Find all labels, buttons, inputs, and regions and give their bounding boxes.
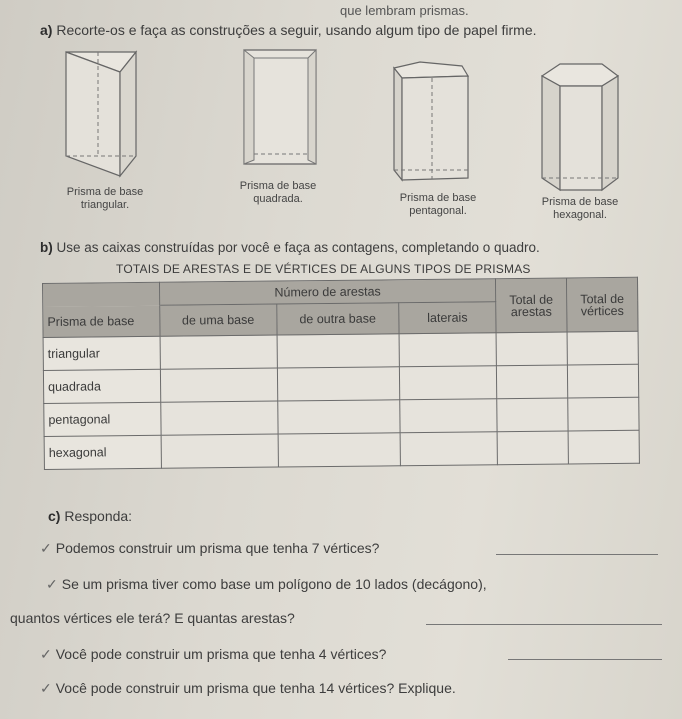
cell-outra-base[interactable]: [277, 400, 400, 434]
caption-line-1: Prisma de base: [399, 192, 477, 204]
table-header-total-vertices: Total de vértices: [566, 277, 638, 332]
cell-uma-base[interactable]: [161, 434, 278, 468]
table-title: TOTAIS DE ARESTAS E DE VÉRTICES DE ALGUNS TIPOS DE PRISMAS: [116, 262, 531, 276]
question-c-item-2: [46, 576, 487, 593]
cell-total-arestas[interactable]: [496, 365, 567, 399]
cell-laterais[interactable]: [400, 432, 497, 466]
table-header-outra-base: de outra base: [276, 303, 399, 335]
question-a-letter: a): [40, 22, 53, 38]
question-b: [40, 240, 540, 255]
triangular-prism-illustration: [58, 44, 148, 184]
caption-line-2: quadrada.: [253, 193, 303, 205]
prism-caption-square: [228, 180, 328, 206]
cell-outra-base[interactable]: [277, 334, 400, 368]
cell-total-vertices[interactable]: [567, 331, 638, 365]
row-label-quadrada: quadrada: [43, 369, 160, 403]
answer-line[interactable]: [496, 554, 658, 555]
pentagonal-prism-illustration: [380, 58, 480, 188]
checkmark-icon: ✓: [40, 680, 52, 696]
row-label-triangular: triangular: [43, 336, 160, 370]
cell-laterais[interactable]: [400, 399, 497, 433]
cell-total-arestas[interactable]: [497, 431, 568, 465]
caption-line-2: triangular.: [80, 199, 130, 211]
top-text: que lembram prismas.: [340, 3, 469, 18]
item-text: Você pode construir um prisma que tenha 4 vértices?: [55, 646, 387, 662]
item-text: quantos vértices ele terá? E quantas arestas?: [10, 610, 295, 626]
checkmark-icon: ✓: [46, 576, 58, 592]
cell-total-arestas[interactable]: [497, 398, 568, 432]
caption-line-1: Prisma de base: [541, 196, 619, 208]
question-a: [40, 22, 537, 38]
table-header-uma-base: de uma base: [160, 304, 277, 336]
cell-laterais[interactable]: [399, 366, 496, 400]
prism-caption-triangular: [55, 186, 155, 212]
cell-total-vertices[interactable]: [568, 430, 639, 464]
cell-outra-base[interactable]: [278, 433, 401, 467]
question-a-text: Recorte-os e faça as construções a seguir, usando algum tipo de papel firme.: [56, 22, 537, 38]
row-label-pentagonal: pentagonal: [44, 402, 161, 436]
caption-line-2: pentagonal.: [409, 205, 467, 217]
prism-count-table: [42, 277, 640, 470]
cell-total-arestas[interactable]: [496, 332, 567, 366]
table-header-laterais: laterais: [399, 302, 496, 334]
checkmark-icon: ✓: [40, 646, 52, 662]
question-c: [48, 508, 132, 524]
item-text: Você pode construir um prisma que tenha 14 vértices? Explique.: [55, 680, 456, 696]
cell-total-vertices[interactable]: [567, 364, 638, 398]
cell-outra-base[interactable]: [277, 367, 400, 401]
item-text: Se um prisma tiver como base um polígono de 10 lados (decágono),: [61, 576, 487, 592]
cell-laterais[interactable]: [399, 333, 496, 367]
answer-line[interactable]: [508, 659, 662, 660]
cell-uma-base[interactable]: [160, 335, 277, 369]
cell-uma-base[interactable]: [160, 368, 277, 402]
item-text: Podemos construir um prisma que tenha 7 vértices?: [55, 540, 380, 556]
table-header-base: Prisma de base: [43, 305, 160, 337]
prism-caption-pentagonal: [388, 192, 488, 218]
prism-caption-hexagonal: [520, 196, 640, 222]
square-prism-illustration: [232, 44, 327, 174]
checkmark-icon: ✓: [40, 540, 52, 556]
question-c-item-4: [40, 680, 456, 697]
question-c-letter: c): [48, 508, 61, 524]
caption-line-2: hexagonal.: [553, 209, 607, 221]
question-b-text: Use as caixas construídas por você e faça as contagens, completando o quadro.: [56, 240, 540, 255]
question-c-item-1: [40, 540, 379, 557]
table-header-blank: [43, 282, 160, 306]
question-c-item-3: [40, 646, 386, 663]
table-header-arestas: Número de arestas: [159, 279, 495, 306]
question-c-item-2-continued: [10, 610, 295, 626]
table-header-total-arestas: Total de arestas: [495, 278, 567, 333]
cell-total-vertices[interactable]: [568, 397, 639, 431]
table-row: [44, 430, 639, 469]
question-c-text: Responda:: [64, 508, 133, 524]
question-b-letter: b): [40, 240, 53, 255]
hexagonal-prism-illustration: [532, 58, 632, 198]
answer-line[interactable]: [426, 624, 662, 625]
caption-line-1: Prisma de base: [66, 186, 144, 198]
row-label-hexagonal: hexagonal: [44, 435, 161, 469]
caption-line-1: Prisma de base: [239, 180, 317, 192]
cell-uma-base[interactable]: [161, 401, 278, 435]
